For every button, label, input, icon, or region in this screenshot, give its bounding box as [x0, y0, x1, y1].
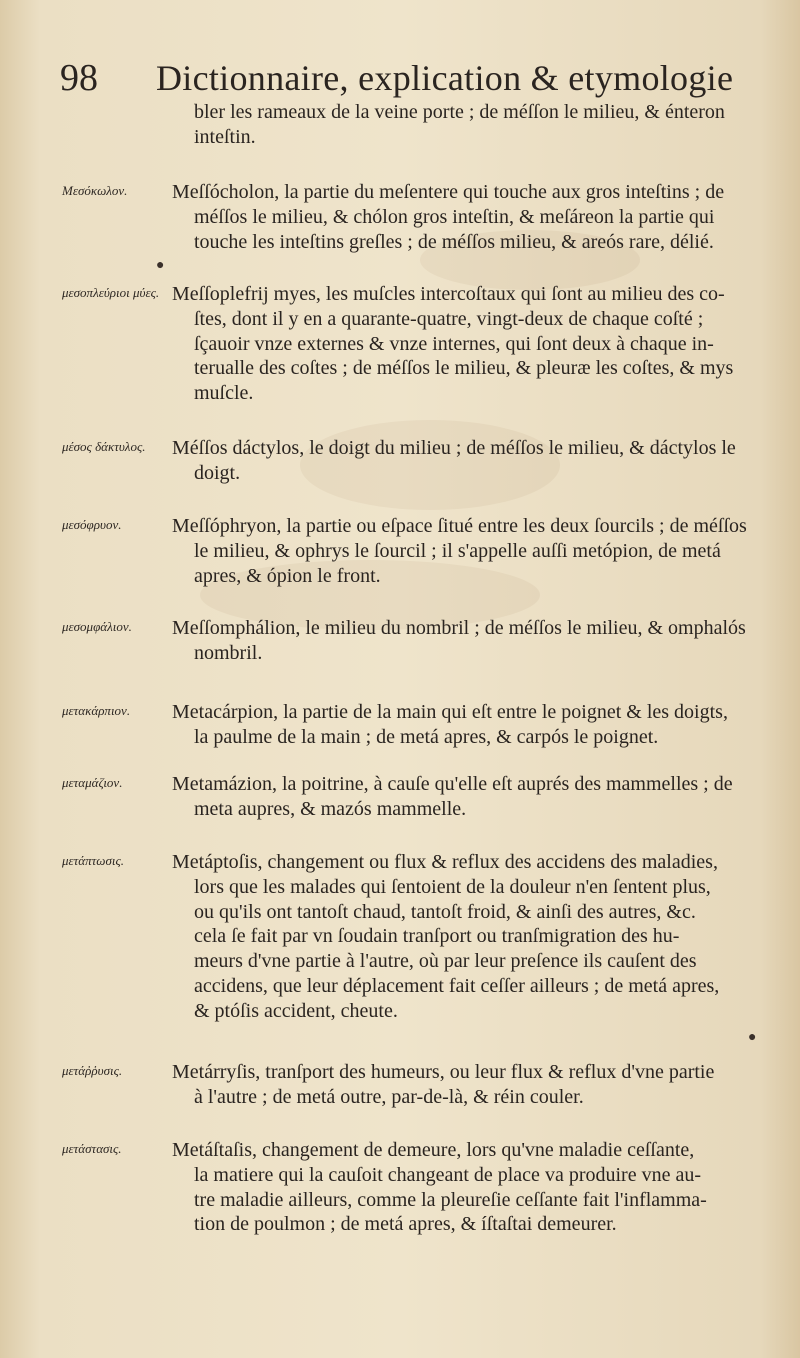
- text-line: Meſſóphryon, la partie ou eſpace ſitué entre les deux ſourcils ; de méſſos: [172, 515, 747, 537]
- text-line: lors que les malades qui ſentoient de la douleur n'en ſentent plus,: [194, 875, 711, 898]
- entry: [172, 436, 758, 486]
- text-line: ſtes, dont il y en a quarante-quatre, vingt-deux de chaque coſté ;: [194, 307, 704, 330]
- text-line: nombril.: [194, 641, 263, 664]
- text-line: la matiere qui la cauſoit changeant de place va produire vne au-: [194, 1163, 701, 1186]
- entry: [172, 1060, 758, 1110]
- entry: [172, 1138, 758, 1237]
- entry: [172, 282, 758, 406]
- running-title: Dictionnaire, explication & etymologie: [156, 58, 734, 98]
- text-line: tion de poulmon ; de metá apres, & íſtaſtai demeurer.: [194, 1213, 617, 1236]
- text-line: tre maladie ailleurs, comme la pleureſie ceſſante fait l'inflamma-: [194, 1188, 707, 1211]
- greek-headword: μετάστασις.: [62, 1141, 122, 1156]
- text-line: cela ſe fait par vn ſoudain tranſport ou tranſmigration des hu-: [194, 925, 680, 948]
- greek-headword: μεσομφάλιον.: [62, 619, 132, 634]
- text-line: à l'autre ; de metá outre, par-de-là, & réin couler.: [194, 1085, 584, 1108]
- greek-headword: μέσος δάκτυλος.: [62, 439, 146, 454]
- greek-headword: μεσοπλεύριοι μύες.: [62, 285, 160, 300]
- text-line: la paulme de la main ; de metá apres, & carpós le poignet.: [194, 725, 659, 748]
- text-line: terualle des coſtes ; de méſſos le milieu, & pleuræ les coſtes, & mys: [194, 357, 734, 380]
- text-line: Meſſomphálion, le milieu du nombril ; de méſſos le milieu, & omphalós: [172, 617, 746, 639]
- text-line: ou qu'ils ont tantoſt chaud, tantoſt froid, & ainſi des autres, &c.: [194, 900, 696, 923]
- entry: [172, 180, 758, 254]
- text-line: le milieu, & ophrys le ſourcil ; il s'appelle auſſi metópion, de metá: [194, 539, 721, 562]
- text-line: meurs d'vne partie à l'autre, où par leur preſence ils cauſent des: [194, 950, 697, 973]
- text-line: méſſos le milieu, & chólon gros inteſtin, & meſáreon la partie qui: [194, 205, 715, 228]
- text-line: touche les inteſtins greſles ; de méſſos milieu, & areós rare, délié.: [194, 230, 714, 253]
- text-line: Metacárpion, la partie de la main qui eſt entre le poignet & les doigts,: [172, 701, 728, 723]
- text-line: ſçauoir vnze externes & vnze internes, qui ſont deux à chaque in-: [194, 332, 714, 355]
- ornament-dot: ●: [748, 1030, 757, 1045]
- greek-headword: μεσόφρυον.: [62, 517, 122, 532]
- text-line: Meſſócholon, la partie du meſentere qui touche aux gros inteſtins ; de: [172, 181, 725, 203]
- greek-headword: μετάῤῥυσις.: [62, 1063, 123, 1078]
- greek-headword: μεταμάζιον.: [62, 775, 123, 790]
- text-line: Metáſtaſis, changement de demeure, lors qu'vne maladie ceſſante,: [172, 1139, 695, 1161]
- text-line: apres, & ópion le front.: [194, 564, 381, 587]
- entry: [172, 772, 758, 822]
- text-line: Metáptoſis, changement ou flux & reflux des accidens des maladies,: [172, 851, 718, 873]
- entry: [172, 616, 758, 666]
- greek-headword: μετακάρπιον.: [62, 703, 131, 718]
- text-line: bler les rameaux de la veine porte ; de méſſon le milieu, & énteron: [194, 101, 725, 123]
- greek-headword: Μεσόκωλον.: [62, 183, 128, 198]
- text-line: doigt.: [194, 461, 241, 484]
- text-line: Metárryſis, tranſport des humeurs, ou leur flux & reflux d'vne partie: [172, 1061, 715, 1083]
- text-line: Meſſoplefrij myes, les muſcles intercoſtaux qui ſont au milieu des co-: [172, 283, 725, 305]
- text-line: muſcle.: [194, 382, 254, 405]
- text-line: Méſſos dáctylos, le doigt du milieu ; de méſſos le milieu, & dáctylos le: [172, 437, 736, 459]
- text-line: meta aupres, & mazós mammelle.: [194, 797, 467, 820]
- text-line: Metamázion, la poitrine, à cauſe qu'elle eſt auprés des mammelles ; de: [172, 773, 733, 795]
- entry: [172, 700, 758, 750]
- ornament-dot: ●: [156, 258, 165, 273]
- page-number: 98: [60, 57, 98, 99]
- text-line: & ptóſis accident, cheute.: [194, 999, 398, 1022]
- text-line: inteſtin.: [194, 125, 256, 148]
- text-line: accidens, que leur déplacement fait ceſſer ailleurs ; de metá apres,: [194, 974, 720, 997]
- greek-headword: μετάπτωσις.: [62, 853, 125, 868]
- entry: [172, 850, 758, 1024]
- entry: [172, 514, 758, 588]
- intro-continuation: [194, 100, 780, 150]
- page-header: [60, 56, 760, 106]
